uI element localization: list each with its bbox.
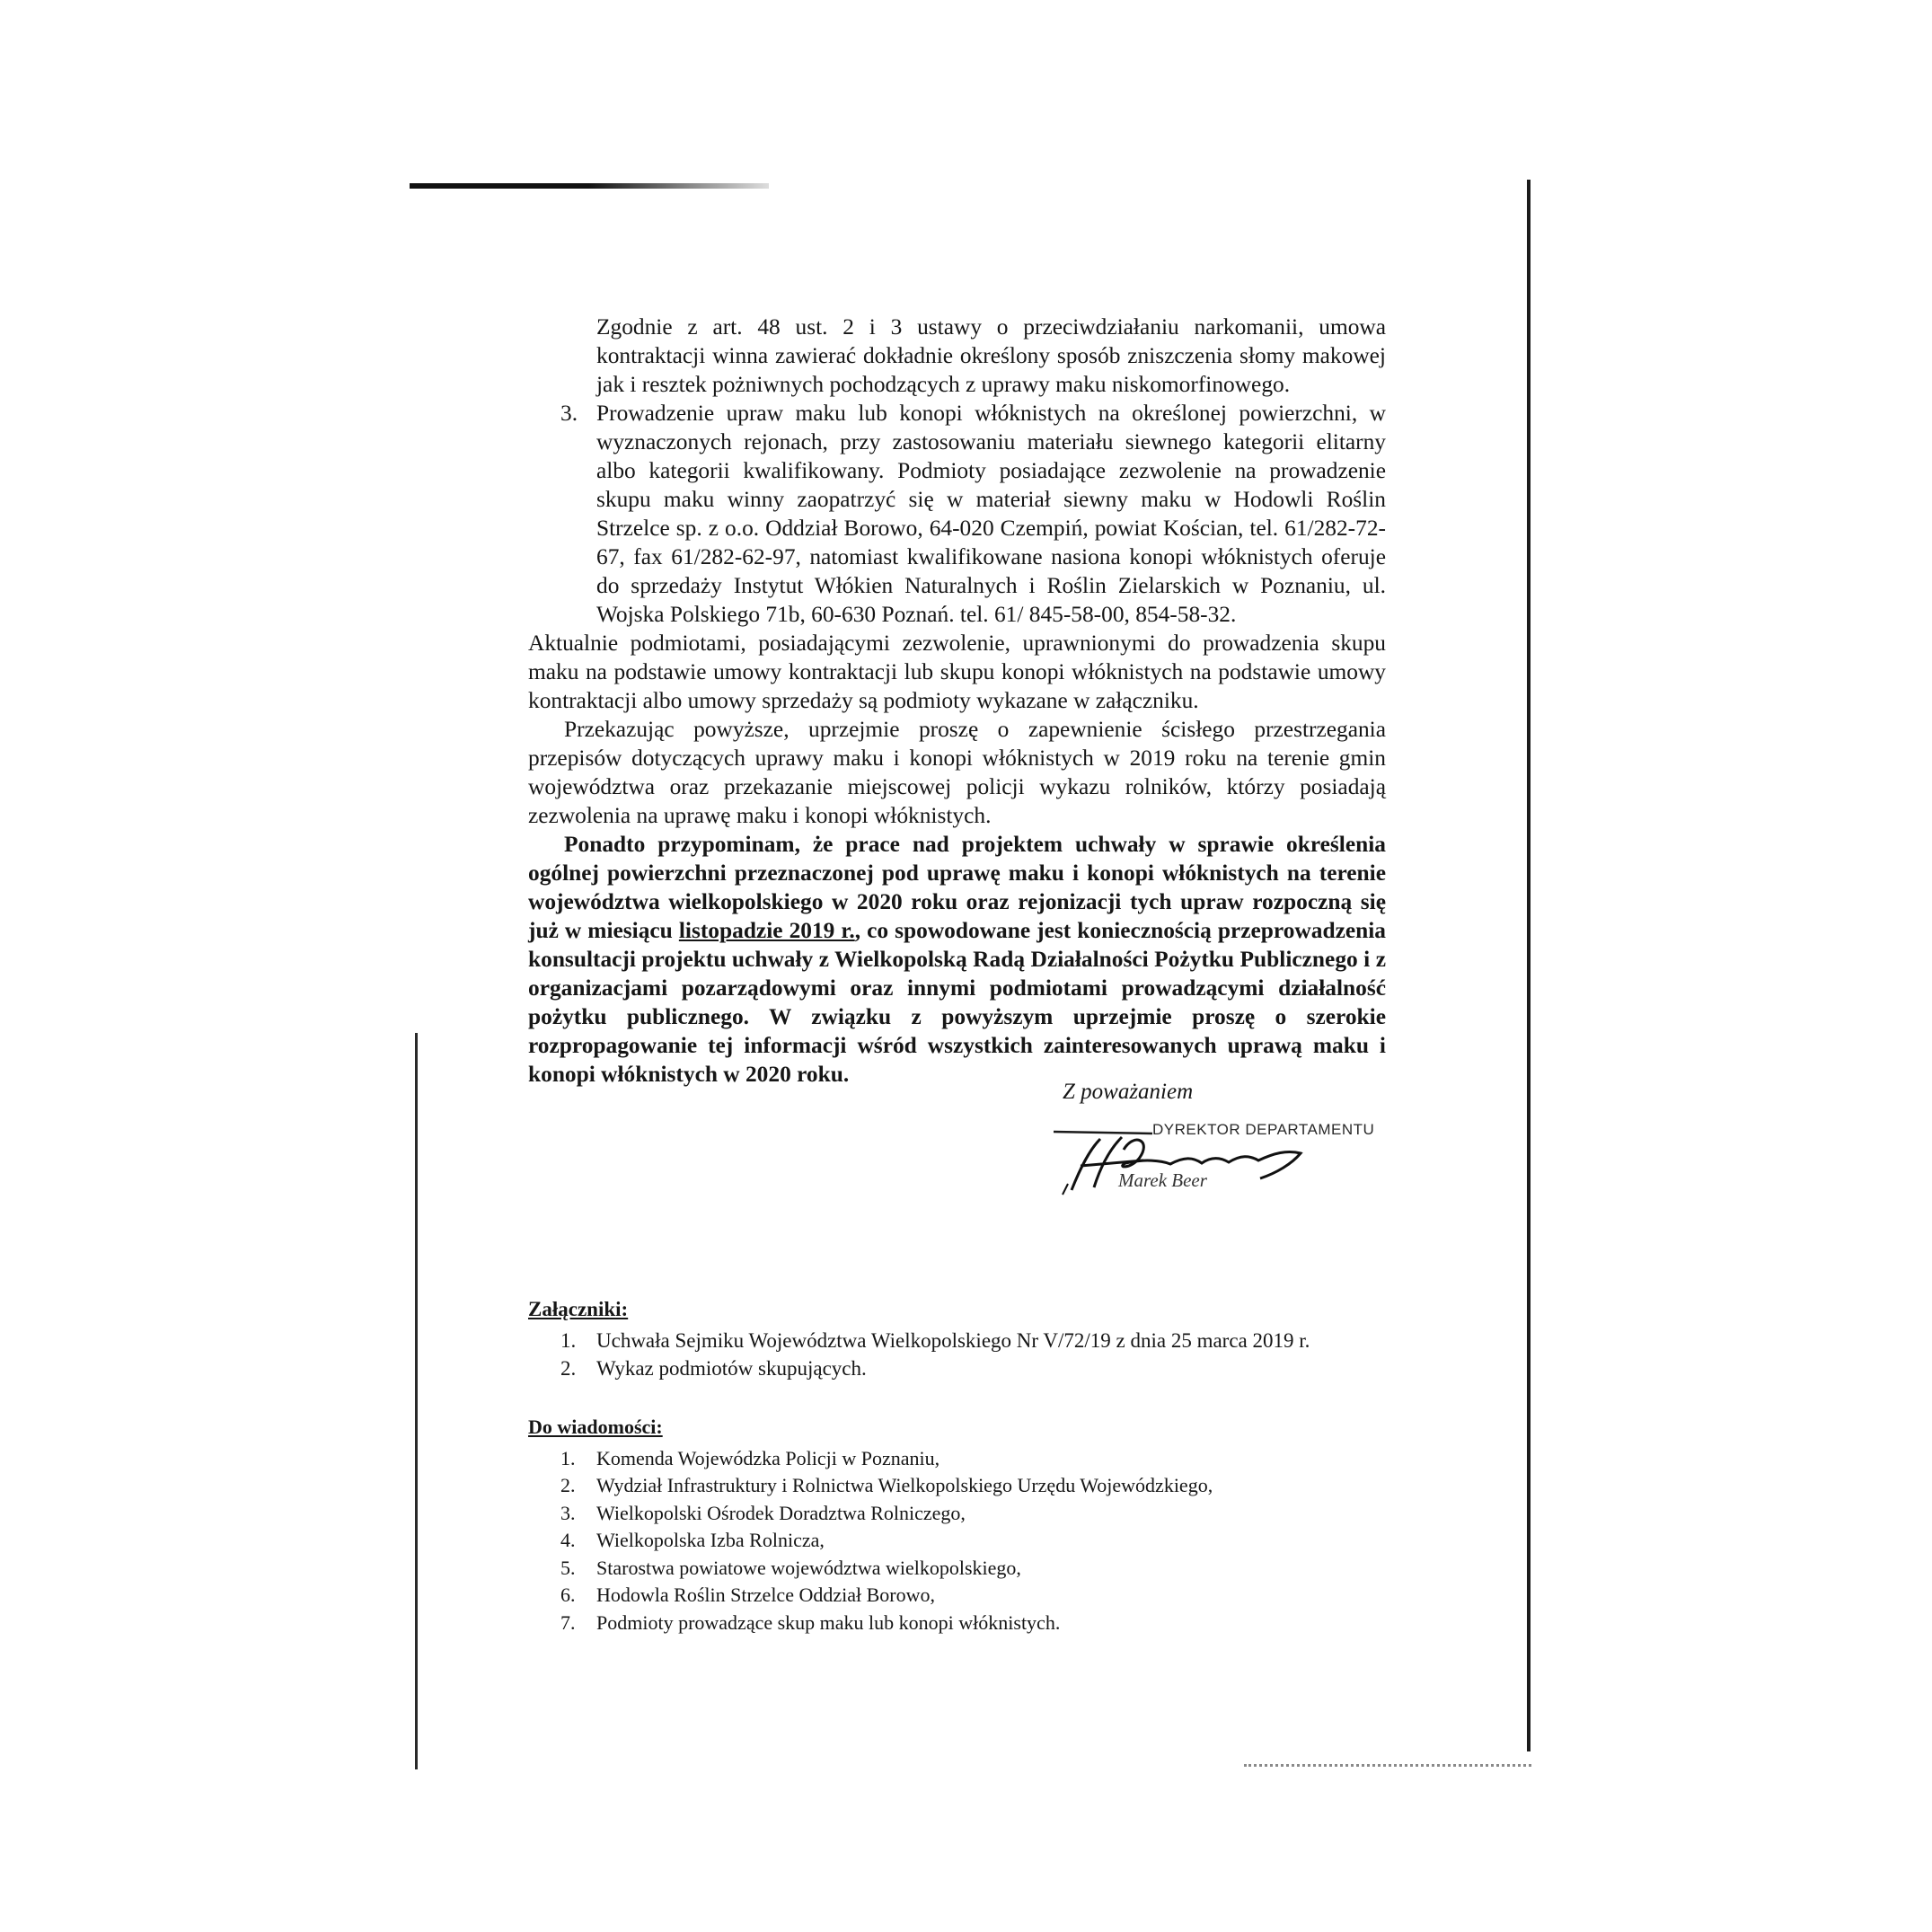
list-item-number: 2. [560, 1474, 576, 1496]
stamp-title: DYREKTOR DEPARTAMENTU [1152, 1121, 1375, 1138]
list-item-text: Podmioty prowadzące skup maku lub konopi włóknistych. [596, 1610, 1061, 1634]
list-item-number: 7. [560, 1610, 576, 1634]
list-item-number: 2. [560, 1357, 577, 1380]
scan-edge-left [415, 1033, 418, 1769]
list-item-text: Wielkopolska Izba Rolnicza, [596, 1529, 825, 1551]
list-item-number: 3. [560, 401, 578, 426]
list-item-text: Uchwała Sejmiku Województwa Wielkopolskiego Nr V/72/19 z dnia 25 marca 2019 r. [596, 1329, 1310, 1352]
list-item-number: 4. [560, 1529, 576, 1551]
list-item-number: 6. [560, 1584, 576, 1606]
list-item-text: Komenda Wojewódzka Policji w Poznaniu, [596, 1446, 940, 1469]
scan-edge-right [1527, 180, 1531, 1751]
closing-block [1063, 1078, 1422, 1191]
signatory-name: Marek Beer [1118, 1169, 1207, 1191]
scan-dots [1244, 1764, 1531, 1767]
list-item-text: Wykaz podmiotów skupujących. [596, 1357, 867, 1380]
attachments-list [528, 1327, 1426, 1382]
list-item-text: Prowadzenie upraw maku lub konopi włóknistych na określonej powierzchni, w wyznaczonych rejonach, przy zastosowaniu materiału siewnego kategorii elitarny albo kategorii kwalifikowany. Podmioty posiadające zezwolenie na prowadzenie skupu maku winny zaopatrzyć się w materiał siewny maku w Hodowli Roślin Strzelce sp. z o.o. Oddział Borowo, 64-020 Czempiń, powiat Kościan, tel. 61/282-72-67, fax 61/282-62-97, natomiast kwalifikowane nasiona konopi włóknistych oferuje do sprzedaży Instytut Włókien Naturalnych i Roślin Zielarskich w Poznaniu, ul. Wojska Polskiego 71b, 60-630 Poznań. tel. 61/ 845-58-00, 854-58-32. [596, 401, 1386, 627]
list-item-text: Wielkopolski Ośrodek Doradztwa Rolniczego, [596, 1501, 966, 1524]
paragraph-entities: Aktualnie podmiotami, posiadającymi zezwolenie, uprawnionymi do prowadzenia skupu maku na podstawie umowy kontraktacji lub skupu konopi włóknistych na podstawie umowy kontraktacji albo umowy sprzedaży są podmioty wykazane w załączniku. [528, 631, 1386, 713]
list-item [528, 1610, 1426, 1637]
list-item-number: 5. [560, 1556, 576, 1579]
attachments-heading: Załączniki: [528, 1298, 629, 1320]
header-rule [410, 183, 769, 189]
list-item [528, 1472, 1426, 1500]
attachments-section [528, 1295, 1426, 1382]
paragraph-art48: Zgodnie z art. 48 ust. 2 i 3 ustawy o przeciwdziałaniu narkomanii, umowa kontraktacji winna zawierać dokładnie określony sposób zniszczenia słomy makowej jak i resztek pożniwnych pochodzących z uprawy maku niskomorfinowego. [596, 314, 1386, 397]
distribution-list [528, 1445, 1426, 1637]
list-item-text: Starostwa powiatowe województwa wielkopolskiego, [596, 1556, 1021, 1579]
list-item [528, 1527, 1426, 1555]
list-item-3 [528, 399, 1386, 629]
letter-body [528, 313, 1386, 1089]
paragraph-reminder [528, 830, 1386, 1089]
list-item [528, 1354, 1426, 1382]
list-item [528, 1555, 1426, 1583]
list-item-text: Hodowla Roślin Strzelce Oddział Borowo, [596, 1584, 935, 1606]
list-item-number: 3. [560, 1501, 576, 1524]
list-item [528, 1500, 1426, 1528]
distribution-heading: Do wiadomości: [528, 1416, 663, 1438]
list-item-number: 1. [560, 1446, 576, 1469]
list-item-text: Wydział Infrastruktury i Rolnictwa Wielkopolskiego Urzędu Wojewódzkiego, [596, 1474, 1213, 1496]
regards-text: Z poważaniem [1063, 1080, 1194, 1104]
list-item-number: 1. [560, 1329, 577, 1352]
reminder-text-1: Ponadto przypominam, że prace nad projektem uchwały w sprawie określenia ogólnej powierzchni przeznaczonej pod uprawę maku i konopi włóknistych na terenie województwa wielkopolskiego w 2020 roku oraz rejonizacji tych upraw rozpoczną się już w miesiącu [528, 832, 1386, 943]
reminder-date: listopadzie 2019 r. [678, 918, 855, 943]
list-item [528, 1327, 1426, 1354]
list-item [528, 1445, 1426, 1473]
paragraph-request: Przekazując powyższe, uprzejmie proszę o zapewnienie ścisłego przestrzegania przepisów dotyczących uprawy maku i konopi włóknistych w 2019 roku na terenie gmin województwa oraz przekazanie miejscowej policji wykazu rolników, którzy posiadają zezwolenia na uprawę maku i konopi włóknistych. [528, 717, 1386, 828]
distribution-section [528, 1414, 1426, 1636]
reminder-text-2: , co spowodowane jest koniecznością przeprowadzenia konsultacji projektu uchwały z Wielkopolską Radą Działalności Pożytku Publicznego i z organizacjami pozarządowymi oraz innymi podmiotami prowadzącymi działalność pożytku publicznego. W związku z powyższym uprzejmie proszę o szerokie rozpropagowanie tej informacji wśród wszystkich zainteresowanych uprawą maku i konopi włóknistych w 2020 roku. [528, 918, 1386, 1087]
list-item [528, 1582, 1426, 1610]
